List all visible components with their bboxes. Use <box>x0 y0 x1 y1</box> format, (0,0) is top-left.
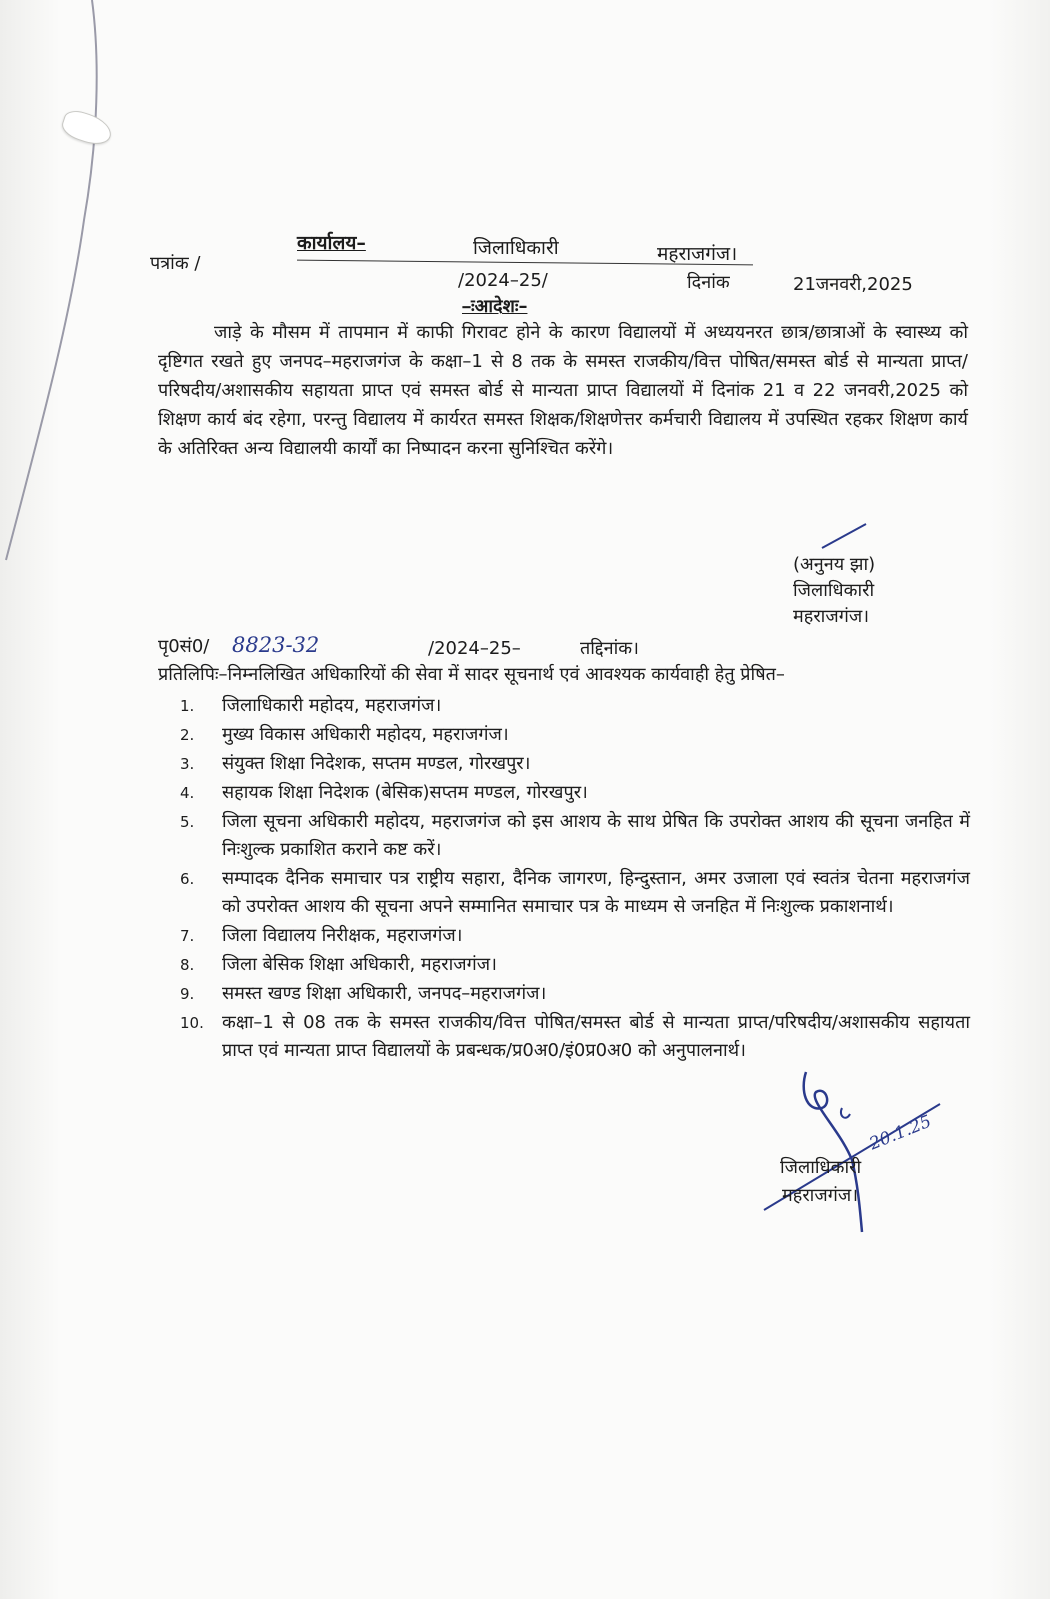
recipient-item <box>180 980 970 1008</box>
recipient-number: 4. <box>180 784 195 802</box>
order-body: जाड़े के मौसम में तापमान में काफी गिरावट होने के कारण विद्यालयों में अध्ययनरत छात्र/छात्राओं के स्वास्थ्य को दृष्टिगत रखते हुए जनपद–महराजगंज के कक्षा–1 से 8 तक के समस्त राजकीय/वित्त पोषित/समस्त बोर्ड से मान्यता प्राप्त/परिषदीय/अशासकीय सहायता प्राप्त एवं समस्त बोर्ड से मान्यता प्राप्त विद्यालयों में दिनांक 21 व 22 जनवरी,2025 को शिक्षण कार्य बंद रहेगा, परन्तु विद्यालय में कार्यरत समस्त शिक्षक/शिक्षणेत्तर कर्मचारी विद्यालय में उपस्थित रहकर शिक्षण कार्य के अतिरिक्त अन्य विद्यालयी कार्यों का निष्पादन करना सुनिश्चित करेंगे। <box>158 322 968 459</box>
recipient-text: जिलाधिकारी महोदय, महराजगंज। <box>222 695 442 716</box>
endorsement-ref-number: 8823-32 <box>232 633 320 657</box>
signature-block-1 <box>793 552 875 630</box>
recipient-list <box>180 692 970 1065</box>
page-edge-fold <box>0 0 110 620</box>
endorsement-ref-year: /2024–25– <box>428 638 521 659</box>
office-name: जिलाधिकारी <box>473 237 559 259</box>
recipient-number: 10. <box>180 1014 204 1032</box>
recipient-number: 5. <box>180 813 195 831</box>
recipient-text: समस्त खण्ड शिक्षा अधिकारी, जनपद–महराजगंज। <box>222 983 547 1004</box>
recipient-item <box>180 865 970 921</box>
recipient-item <box>180 721 970 749</box>
recipient-item <box>180 750 970 778</box>
copy-intro: प्रतिलिपिः–निम्नलिखित अधिकारियों की सेवा में सादर सूचनार्थ एवं आवश्यक कार्यवाही हेतु प्रेषित– <box>158 664 785 685</box>
recipient-number: 7. <box>180 927 195 945</box>
recipient-text: सहायक शिक्षा निदेशक (बेसिक)सप्तम मण्डल, गोरखपुर। <box>222 782 588 803</box>
date-value: 21जनवरी,2025 <box>793 274 913 295</box>
recipient-text: मुख्य विकास अधिकारी महोदय, महराजगंज। <box>222 724 509 745</box>
recipient-item <box>180 808 970 864</box>
recipient-text: जिला सूचना अधिकारी महोदय, महराजगंज को इस आशय के साथ प्रेषित कि उपरोक्त आशय की सूचना जनहित में निःशुल्क प्रकाशित कराने कष्ट करें। <box>222 811 970 860</box>
recipient-text: सम्पादक दैनिक समाचार पत्र राष्ट्रीय सहारा, दैनिक जागरण, हिन्दुस्तान, अमर उजाला एवं स्वतंत्र चेतना महराजगंज को उपरोक्त आशय की सूचना अपने सम्मानित समाचार पत्र के माध्यम से जनहित में निःशुल्क प्रकाशनार्थ। <box>222 868 970 917</box>
recipient-text: जिला बेसिक शिक्षा अधिकारी, महराजगंज। <box>222 954 497 975</box>
ref-label: पत्रांक / <box>150 253 201 274</box>
signatory2-place: महराजगंज। <box>782 1185 859 1206</box>
signatory-place: महराजगंज। <box>793 606 870 627</box>
recipient-item <box>180 692 970 720</box>
recipient-number: 8. <box>180 956 195 974</box>
recipient-item <box>180 922 970 950</box>
endorsement-ref-label: पृ0सं0/ <box>158 636 210 657</box>
signatory2-designation: जिलाधिकारी <box>780 1157 862 1178</box>
ref-year: /2024–25/ <box>458 270 548 291</box>
date-label: दिनांक <box>687 272 730 293</box>
recipient-number: 6. <box>180 870 195 888</box>
signature-date-handwritten: 20.1.25 <box>866 1111 935 1155</box>
recipient-text: संयुक्त शिक्षा निदेशक, सप्तम मण्डल, गोरखपुर। <box>222 753 531 774</box>
order-heading: –ःआदेशः– <box>462 296 528 317</box>
recipient-number: 9. <box>180 985 195 1003</box>
office-label: कार्यालय– <box>297 232 366 254</box>
signatory-designation: जिलाधिकारी <box>793 580 875 601</box>
recipient-item <box>180 779 970 807</box>
endorsement-date: तद्दिनांक। <box>580 638 639 659</box>
signatory-name: (अनुनय झा) <box>793 554 876 575</box>
recipient-number: 2. <box>180 726 195 744</box>
office-place: महराजगंज। <box>657 243 738 265</box>
recipient-number: 1. <box>180 697 195 715</box>
recipient-number: 3. <box>180 755 195 773</box>
recipient-text: कक्षा–1 से 08 तक के समस्त राजकीय/वित्त पोषित/समस्त बोर्ड से मान्यता प्राप्त/परिषदीय/अशासकीय सहायता प्राप्त एवं मान्यता प्राप्त विद्यालयों के प्रबन्धक/प्र0अ0/इं0प्र0अ0 को अनुपालनार्थ। <box>222 1012 970 1061</box>
recipient-item <box>180 951 970 979</box>
recipient-item <box>180 1009 970 1065</box>
recipient-text: जिला विद्यालय निरीक्षक, महराजगंज। <box>222 925 463 946</box>
